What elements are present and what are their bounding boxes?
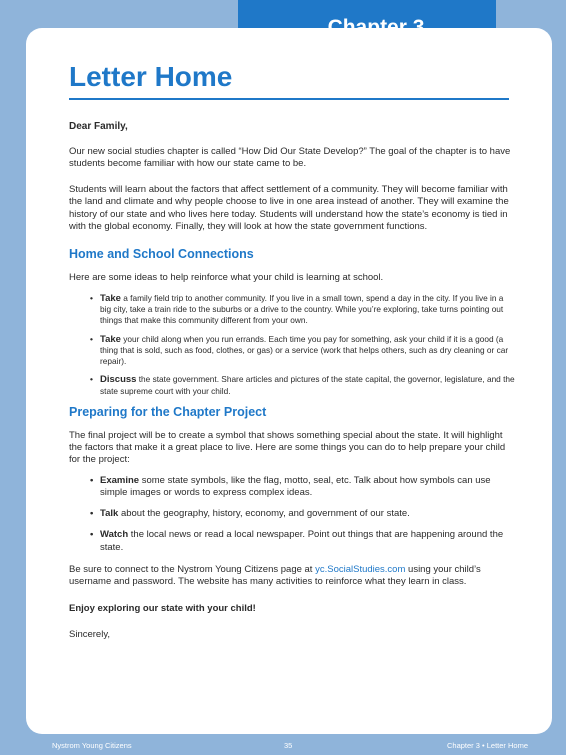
list-item (90, 374, 515, 396)
letter-page (26, 28, 552, 734)
item-term: Discuss (100, 374, 137, 386)
footer-page-number: 35 (284, 741, 293, 750)
item-text: your child along when you run errands. Each time you pay for something, ask your child if it is a good (a thing that is sold, such as food, clothes, or gas) or a service (work that helps others, such as dry cleaning or car repair). (100, 333, 509, 366)
list-item (90, 508, 515, 520)
website-link[interactable]: yc.SocialStudies.com (315, 563, 406, 575)
page-footer (0, 741, 566, 753)
bullet-icon: • (90, 374, 93, 385)
list-item (90, 529, 515, 553)
bullet-icon: • (90, 292, 93, 303)
project-lead: The final project will be to create a symbol that shows something special about the state. It will highlight the factors that make it a great place to live. Here are some things you can do to help prepare your child for the project: (69, 429, 506, 466)
intro-paragraph-2: Students will learn about the factors that affect settlement of a community. They will become familiar with the land and climate and why people choose to live in one area instead of another. They will examine the history of our state and who lives here today. Students will understand how the state’s economy is tied in with the global economy. Finally, they will look at how the state government functions. (69, 183, 509, 233)
item-text: some state symbols, like the flag, motto, seal, etc. Talk about how symbols can use simple images or words to express complex ideas. (100, 474, 491, 499)
list-item (90, 475, 515, 499)
item-term: Watch (100, 529, 129, 541)
item-term: Take (100, 292, 121, 304)
bullet-icon: • (90, 333, 93, 344)
item-text: the state government. Share articles and pictures of the state capital, the governor, legislature, and the state supreme court with your child. (100, 374, 515, 396)
bullet-icon: • (90, 529, 94, 541)
list-item (90, 334, 515, 367)
item-text: the local news or read a local newspaper. Point out things that are happening around the state. (100, 529, 504, 553)
connect-text-before: Be sure to connect to the Nystrom Young Citizens page at (69, 563, 316, 575)
home-school-lead: Here are some ideas to help reinforce what your child is learning at school. (69, 272, 384, 284)
footer-section: Chapter 3 • Letter Home (447, 741, 528, 750)
bullet-icon: • (90, 474, 94, 486)
list-item (90, 293, 515, 326)
home-school-heading: Home and School Connections (69, 247, 254, 262)
intro-paragraph-1: Our new social studies chapter is called “How Did Our State Develop?” The goal of the chapter is to have students become familiar with how our state came to be. (69, 146, 511, 170)
bullet-icon: • (90, 508, 94, 520)
item-term: Examine (100, 474, 140, 486)
connect-paragraph (69, 564, 515, 589)
page-title: Letter Home (69, 61, 233, 92)
project-list (69, 475, 515, 554)
signoff: Sincerely, (69, 628, 111, 640)
letter-content (69, 60, 515, 641)
footer-publisher: Nystrom Young Citizens (52, 741, 132, 750)
item-text: about the geography, history, economy, and government of our state. (118, 508, 410, 520)
project-heading: Preparing for the Chapter Project (69, 404, 267, 419)
home-school-list (69, 293, 515, 397)
closing-line: Enjoy exploring our state with your child! (69, 602, 256, 614)
connect-text-after: using your child’s username and password. The website has many activities to reinforce what they learn in class. (69, 563, 481, 588)
item-text: a family field trip to another community. If you live in a small town, spend a day in the city. If you live in a big city, take a train ride to the suburbs or a drive to the country. While you’re exploring, take turns pointing out things that make this community different from your own. (100, 292, 504, 326)
item-term: Talk (100, 508, 119, 520)
title-divider (69, 98, 509, 100)
item-term: Take (100, 333, 121, 345)
greeting: Dear Family, (69, 121, 128, 132)
